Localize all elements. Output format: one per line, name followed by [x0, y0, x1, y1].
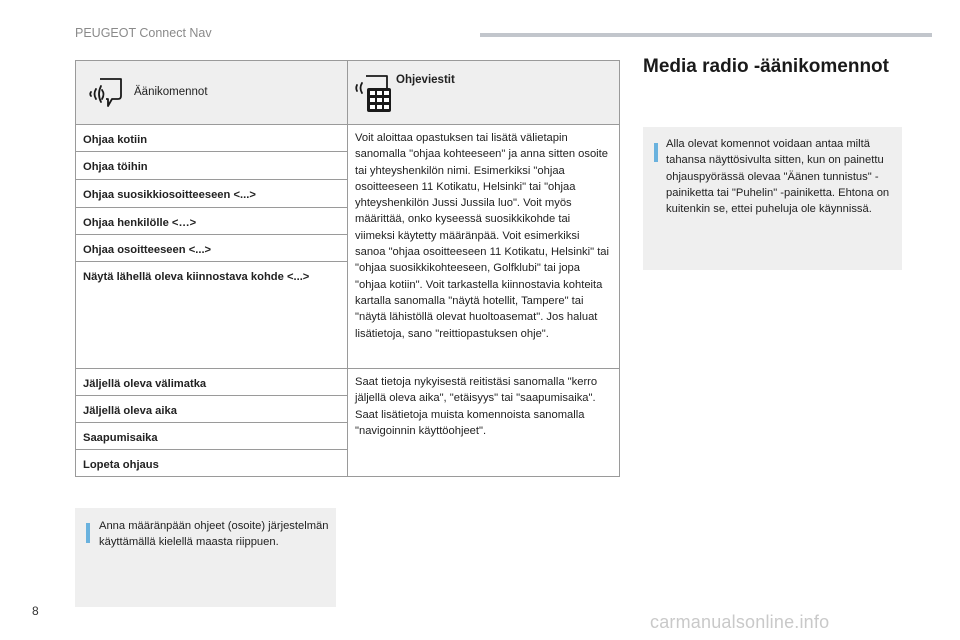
- table-header-help-label: Ohjeviestit: [396, 74, 455, 87]
- command-cell: Lopeta ohjaus: [76, 450, 348, 477]
- section-title: Media radio -äänikomennot: [643, 56, 889, 77]
- help-cell-route-info: Saat tietoja nykyisestä reitistäsi sanomalla "kerro jäljellä oleva aika", "etäisyys" tai "saapumisaika". Saat lisätietoja muista komennoista sanomalla "navigoinnin käyttöohjeet".: [348, 369, 620, 477]
- voice-help-icon: [354, 73, 392, 113]
- language-note-text: Anna määränpään ohjeet (osoite) järjestelmän käyttämällä kielellä maasta riippuen.: [99, 520, 329, 549]
- command-cell: Jäljellä oleva välimatka: [76, 369, 348, 396]
- table-row: [76, 369, 620, 396]
- media-radio-note: [643, 127, 902, 270]
- header-title: PEUGEOT Connect Nav: [75, 26, 212, 40]
- note-accent-bar: [654, 143, 658, 162]
- header-divider-bar: [480, 33, 932, 37]
- command-cell: Ohjaa kotiin: [76, 125, 348, 152]
- page-number: 8: [32, 604, 39, 618]
- media-radio-note-text: Alla olevat komennot voidaan antaa miltä tahansa näyttösivulta sitten, kun on painettu ohjauspyörässä olevaa "Äänen tunnistus" -painiketta tai "Puhelin" -painiketta. Ehtona on kuitenkin se, ettei puheluja ole käynnissä.: [666, 138, 890, 216]
- command-cell: Ohjaa suosikkiosoitteeseen <...>: [76, 180, 348, 208]
- table-header-commands-label: Äänikomennot: [134, 86, 208, 99]
- help-cell-navigation: Voit aloittaa opastuksen tai lisätä välietapin sanomalla "ohjaa kohteeseen" ja anna sitten osoite tai yhteyshenkilön nimi. Esimerkiksi "ohjaa osoitteeseen 11 Kotikatu, Helsinki" tai "ohjaa yhteyshenkilön Jussi Jussila luo". Voit myös määrittää, onko kyseessä suosikkikohde tai viimeksi käytetty määränpää. Voit esimerkiksi sanoa "ohjaa osoitteeseen 11 Kotikatu, Helsinki" tai "ohjaa suosikkikohteeseen, Golfklubi" tai jopa "ohjaa kotiin". Voit tarkastella kiinnostavia kohteita kartalla sanomalla "näytä hotellit, Tampere" tai "näytä lähistöllä olevat huoltoasemat". Jos haluat lisätietoja, sano "reittiopastuksen ohje".: [348, 125, 620, 369]
- language-note: [75, 508, 336, 607]
- table-header-commands: [76, 61, 348, 125]
- command-cell: Ohjaa osoitteeseen <...>: [76, 235, 348, 262]
- table-header-help: [348, 61, 620, 125]
- voice-command-icon: [88, 76, 124, 110]
- command-cell: Ohjaa töihin: [76, 152, 348, 180]
- table-header-row: [76, 61, 620, 125]
- command-cell: Ohjaa henkilölle <…>: [76, 208, 348, 235]
- command-cell: Saapumisaika: [76, 423, 348, 450]
- voice-commands-table: [75, 60, 620, 477]
- command-cell: Jäljellä oleva aika: [76, 396, 348, 423]
- note-accent-bar: [86, 523, 90, 543]
- table-row: [76, 125, 620, 152]
- watermark: carmanualsonline.info: [650, 612, 830, 632]
- command-cell: Näytä lähellä oleva kiinnostava kohde <...>: [76, 262, 348, 369]
